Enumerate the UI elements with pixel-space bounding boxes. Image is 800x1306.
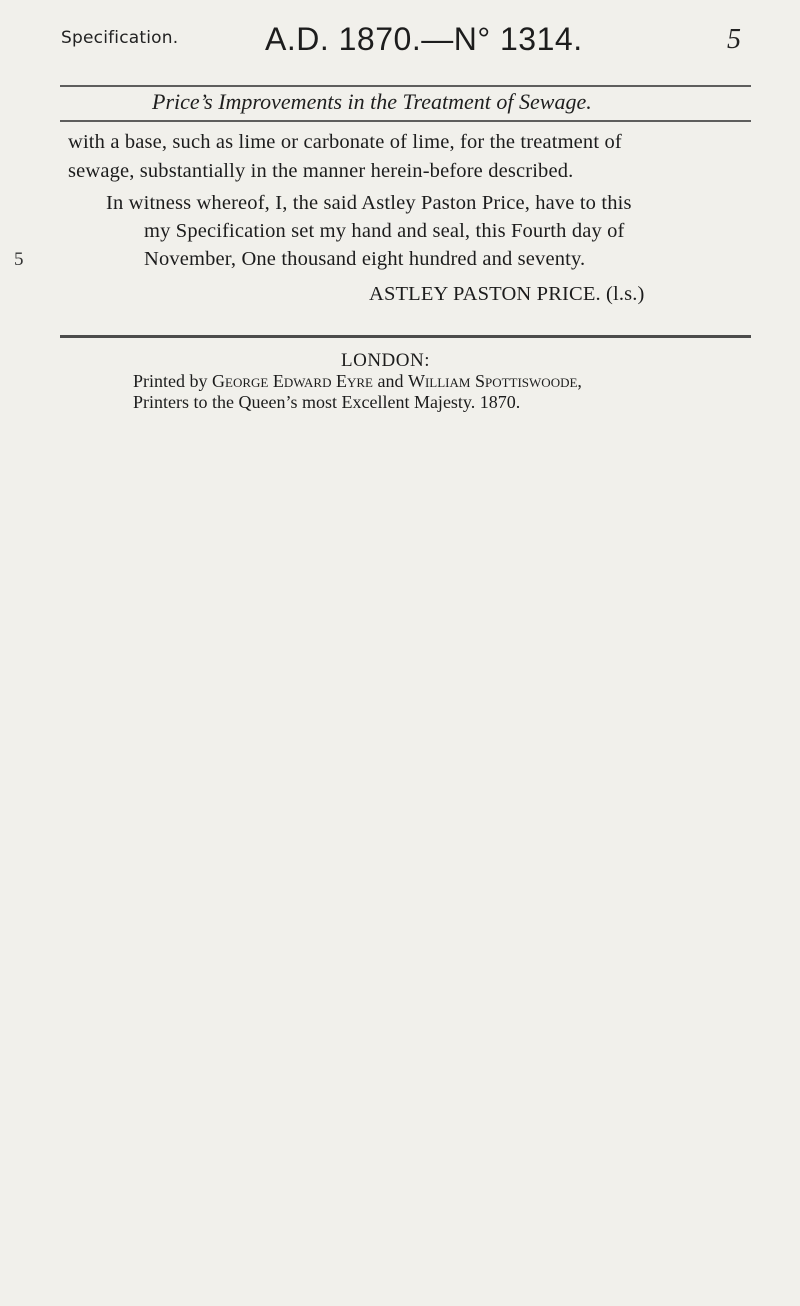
imprint-line-2: Printers to the Queen’s most Excellent Majesty. 1870. <box>133 392 521 412</box>
header-rule-top <box>60 85 751 87</box>
page-number: 5 <box>727 24 741 55</box>
imprint-prefix: Printed by <box>133 371 208 391</box>
printer-name-2: William Spottiswoode, <box>407 371 582 391</box>
imprint-line-1 <box>133 371 582 392</box>
body-line: November, One thousand eight hundred and seventy. <box>144 248 586 270</box>
header-rule-bottom <box>60 120 751 122</box>
closing-rule <box>60 335 751 338</box>
body-line: In witness whereof, I, the said Astley Paston Price, have to this <box>106 192 632 214</box>
signature: ASTLEY PASTON PRICE. (l.s.) <box>369 283 645 305</box>
printer-name-1: George Edward Eyre <box>212 371 373 391</box>
imprint-and: and <box>377 371 404 391</box>
imprint-city: LONDON: <box>341 350 430 371</box>
body-line: my Specification set my hand and seal, this Fourth day of <box>144 220 625 242</box>
body-line: with a base, such as lime or carbonate of lime, for the treatment of <box>68 131 622 153</box>
running-subtitle: Price’s Improvements in the Treatment of Sewage. <box>152 89 592 114</box>
body-line: sewage, substantially in the manner herein-before described. <box>68 160 574 182</box>
page-title: A.D. 1870.—N° 1314. <box>265 21 583 57</box>
section-label: Specification. <box>61 28 179 48</box>
margin-line-number: 5 <box>14 249 24 270</box>
